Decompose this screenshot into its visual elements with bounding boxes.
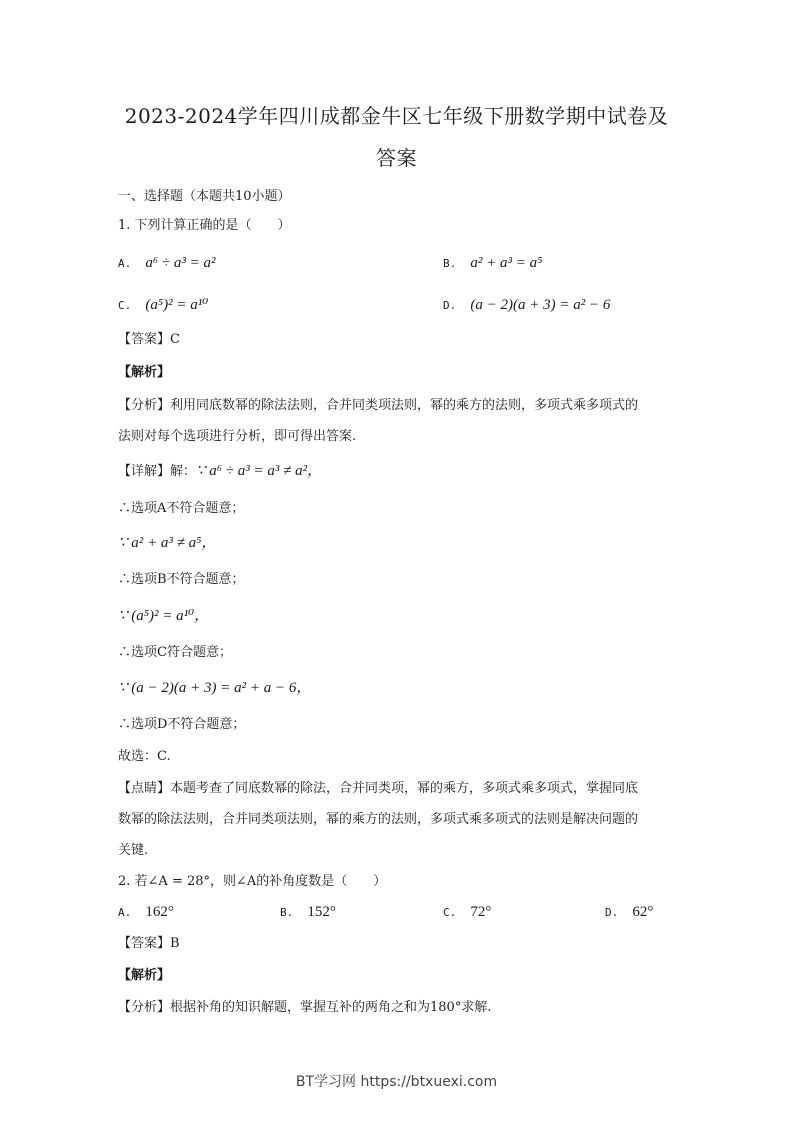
q1-answer: 【答案】C (118, 332, 180, 347)
q1-option-b-expr: a² + a³ = a⁵ (470, 255, 543, 271)
q1-step-3: ∴选项C符合题意； (118, 645, 232, 660)
q1-step-1: ∴选项A不符合题意； (118, 501, 245, 516)
q1-analysis-line-2: 法则对每个选项进行分析，即可得出答案. (118, 429, 357, 444)
q2-option-a-expr: 162° (145, 904, 174, 920)
document-title-line-2: 答案 (376, 146, 417, 170)
q1-detail-prefix: 【详解】解： (118, 464, 197, 479)
q1-option-b-label: B. (443, 257, 457, 270)
section-heading: 一、选择题（本题共10小题） (118, 189, 291, 204)
footer-site-link[interactable]: BT学习网 https://btxuexi.com (295, 1074, 498, 1090)
q1-eq-2: ∵ a² + a³ ≠ a⁵， (118, 535, 217, 551)
q2-option-b (280, 902, 336, 923)
q1-comment-line-1: 【点睛】本题考查了同底数幂的除法，合并同类项，幂的乘方，多项式乘多项式，掌握同底 (118, 781, 639, 796)
q1-option-a-expr: a⁶ ÷ a³ = a² (145, 255, 216, 271)
q2-option-d-expr: 62° (632, 904, 654, 920)
q1-option-c (118, 295, 208, 316)
q1-comment-line-2: 数幂的除法法则，合并同类项法则，幂的乘方的法则，多项式乘多项式的法则是解决问题的 (118, 812, 639, 827)
q1-option-c-expr: (a⁵)² = a¹⁰ (145, 297, 209, 313)
q1-option-c-label: C. (118, 299, 132, 312)
q2-option-d-label: D. (605, 906, 619, 919)
q2-answer: 【答案】B (118, 936, 180, 951)
q1-option-b (443, 253, 542, 274)
q2-option-b-label: B. (280, 906, 294, 919)
q2-option-c-label: C. (443, 906, 457, 919)
q1-option-a-label: A. (118, 257, 132, 270)
q1-choose: 故选：C. (118, 749, 171, 764)
q2-option-a (118, 902, 174, 923)
q1-option-d-label: D. (443, 299, 457, 312)
q2-option-a-label: A. (118, 906, 132, 919)
q1-eq-4: ∵ (a − 2)(a + 3) = a² + a − 6， (118, 680, 312, 696)
q2-analysis-heading: 【解析】 (118, 968, 171, 983)
document-title-line-1: 2023-2024学年四川成都金牛区七年级下册数学期中试卷及 (124, 104, 669, 128)
q1-option-a (118, 253, 215, 274)
q1-detail-eq: ∵ a⁶ ÷ a³ = a³ ≠ a²， (196, 463, 323, 479)
q1-analysis-line-1: 【分析】利用同底数幂的除法法则，合并同类项法则，幂的乘方的法则，多项式乘多项式的 (118, 398, 639, 413)
q1-detail (118, 462, 322, 481)
q1-option-d-expr: (a − 2)(a + 3) = a² − 6 (470, 297, 611, 313)
q1-comment-line-3: 关键. (118, 843, 149, 858)
q1-step-4: ∴选项D不符合题意； (118, 717, 246, 732)
q1-analysis-heading: 【解析】 (118, 365, 171, 380)
q2-analysis-line-1: 【分析】根据补角的知识解题，掌握互补的两角之和为180°求解. (118, 1000, 492, 1015)
q1-option-d (443, 295, 610, 316)
q1-stem: 1. 下列计算正确的是（ ） (118, 218, 291, 233)
q2-option-c (443, 902, 491, 923)
q2-option-d (605, 902, 653, 923)
q2-option-b-expr: 152° (307, 904, 336, 920)
q1-step-2: ∴选项B不符合题意； (118, 572, 245, 587)
q1-eq-3: ∵ (a⁵)² = a¹⁰， (118, 608, 210, 624)
q2-option-c-expr: 72° (470, 904, 492, 920)
q2-stem: 2. 若∠A = 28°，则∠A的补角度数是（ ） (118, 874, 387, 889)
